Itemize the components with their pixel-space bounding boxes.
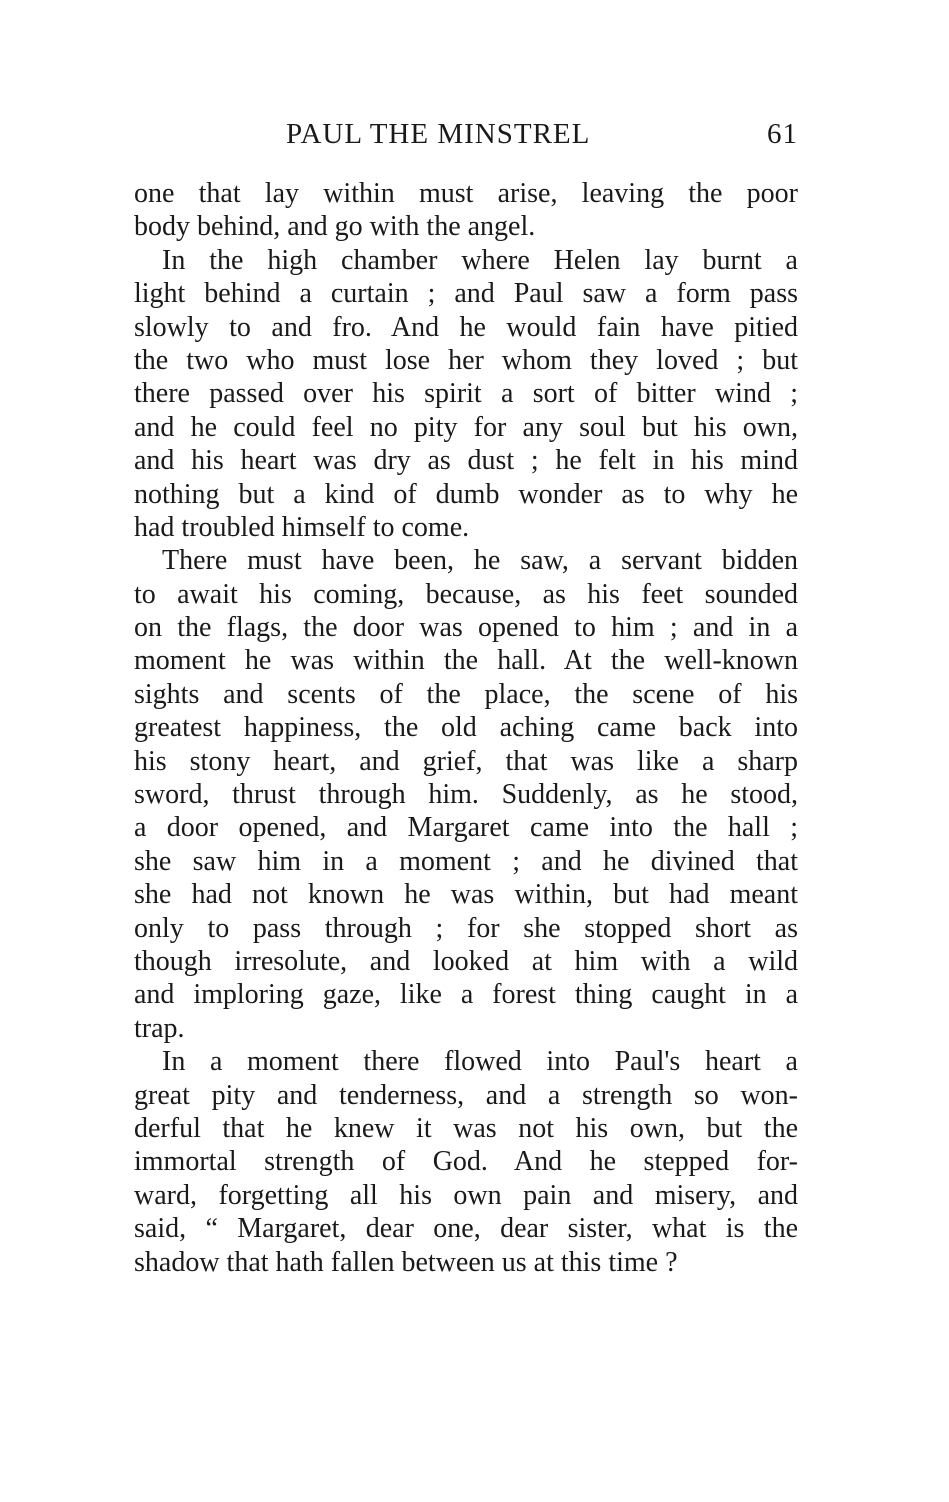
text-line: a door opened, and Margaret came into the hall ; [134, 812, 798, 844]
text-line: the two who must lose her whom they loved ; but [134, 344, 798, 376]
text-line: said, “ Margaret, dear one, dear sister, what is the [134, 1213, 798, 1245]
text-line: and his heart was dry as dust ; he felt in his mind [134, 445, 798, 477]
text-line: had troubled himself to come. [134, 511, 470, 543]
text-line: ward, forgetting all his own pain and misery, and [134, 1179, 798, 1211]
text-line: immortal strength of God. And he stepped for- [134, 1146, 798, 1178]
text-line: there passed over his spirit a sort of bitter wind ; [134, 378, 798, 410]
text-line: light behind a curtain ; and Paul saw a form pass [134, 278, 798, 310]
text-line: his stony heart, and grief, that was like a sharp [134, 745, 798, 777]
text-line: great pity and tenderness, and a strength so won- [134, 1079, 798, 1111]
text-line: In the high chamber where Helen lay burnt a [162, 244, 798, 276]
text-line: slowly to and fro. And he would fain have pitied [134, 311, 798, 343]
text-line: she saw him in a moment ; and he divined that [134, 845, 798, 877]
text-line: moment he was within the hall. At the well-known [134, 645, 798, 677]
body-text [134, 177, 798, 1279]
text-line: and imploring gaze, like a forest thing caught in a [134, 979, 798, 1011]
text-line: and he could feel no pity for any soul but his own, [134, 411, 798, 443]
paragraph [134, 544, 798, 1045]
text-line: shadow that hath fallen between us at this time ? [134, 1246, 678, 1278]
text-line: body behind, and go with the angel. [134, 211, 536, 243]
text-line: trap. [134, 1012, 185, 1044]
paragraph [134, 244, 798, 545]
text-line: There must have been, he saw, a servant bidden [162, 545, 798, 577]
paragraph [134, 177, 798, 244]
running-head [134, 118, 798, 162]
text-line: In a moment there flowed into Paul's heart a [162, 1046, 798, 1078]
text-line: she had not known he was within, but had meant [134, 879, 798, 911]
paragraph [134, 1045, 798, 1279]
text-line: though irresolute, and looked at him with a wild [134, 945, 798, 977]
text-line: nothing but a kind of dumb wonder as to why he [134, 478, 798, 510]
text-line: sword, thrust through him. Suddenly, as he stood, [134, 779, 798, 811]
text-line: to await his coming, because, as his feet sounded [134, 578, 798, 610]
text-line: derful that he knew it was not his own, but the [134, 1112, 798, 1144]
running-title: PAUL THE MINSTREL [286, 118, 591, 150]
page-number: 61 [767, 118, 798, 150]
text-line: one that lay within must arise, leaving the poor [134, 178, 798, 209]
text-line: only to pass through ; for she stopped short as [134, 912, 798, 944]
text-line: sights and scents of the place, the scene of his [134, 678, 798, 710]
text-line: on the flags, the door was opened to him ; and in a [134, 612, 798, 644]
text-line: greatest happiness, the old aching came back into [134, 712, 798, 744]
